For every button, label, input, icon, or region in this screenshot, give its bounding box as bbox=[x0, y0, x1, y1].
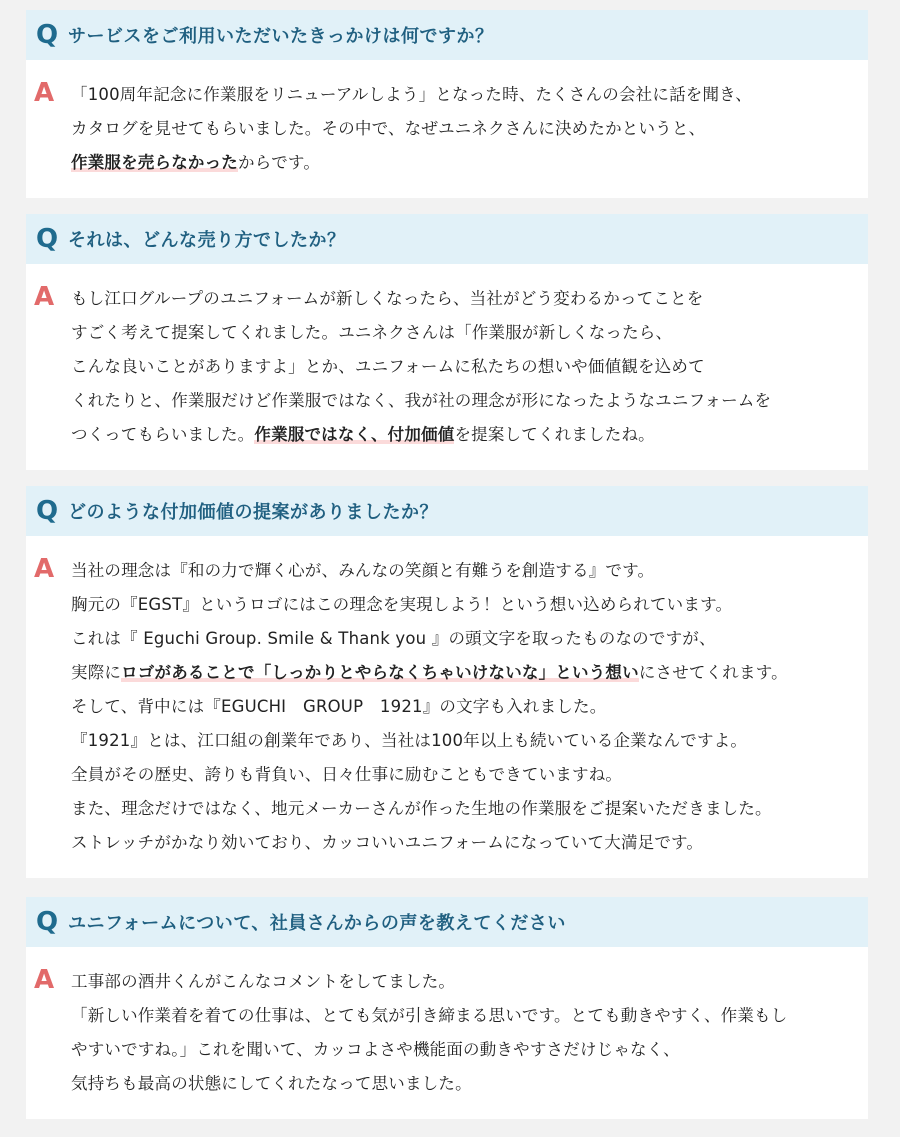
answer-text: 胸元の『EGST』というロゴにはこの理念を実現しよう！という想い込められています。 bbox=[71, 595, 733, 614]
answer-line bbox=[71, 282, 848, 316]
answer-line bbox=[71, 965, 848, 999]
answer-text: 『1921』とは、江口組の創業年であり、当社は100年以上も続いている企業なんですよ。 bbox=[71, 731, 748, 750]
a-mark: A bbox=[34, 554, 55, 584]
answer-line bbox=[71, 1067, 848, 1101]
answer-text: すごく考えて提案してくれました。ユニネクさんは「作業服が新しくなったら、 bbox=[71, 323, 673, 342]
answer-body bbox=[26, 536, 868, 878]
answer-line bbox=[71, 1033, 848, 1067]
qa-block-4 bbox=[26, 897, 868, 1119]
question-header bbox=[26, 214, 868, 264]
answer-line bbox=[71, 724, 848, 758]
answer-line bbox=[71, 826, 848, 860]
answer-line bbox=[71, 792, 848, 826]
answer-text: もし江口グループのユニフォームが新しくなったら、当社がどう変わるかってことを bbox=[71, 289, 704, 308]
qa-block-1 bbox=[26, 10, 868, 198]
answer-highlight: 作業服ではなく、付加価値 bbox=[254, 425, 455, 444]
q-mark: Q bbox=[35, 20, 59, 50]
answer-highlight: 作業服を売らなかった bbox=[71, 153, 238, 172]
answer-line bbox=[71, 112, 848, 146]
answer-text: つくってもらいました。 bbox=[71, 425, 255, 444]
answer-body bbox=[26, 60, 868, 198]
question-text: ユニフォームについて、社員さんからの声を教えてください bbox=[68, 913, 566, 934]
answer-text: 「新しい作業着を着ての仕事は、とても気が引き締まる思いです。とても動きやすく、作業もし bbox=[71, 1006, 788, 1025]
answer-line bbox=[71, 999, 848, 1033]
q-mark: Q bbox=[35, 907, 59, 937]
answer-text: にさせてくれます。 bbox=[638, 663, 788, 682]
answer-text: くれたりと、作業服だけど作業服ではなく、我が社の理念が形になったようなユニフォームを bbox=[71, 391, 772, 410]
answer-line bbox=[71, 758, 848, 792]
answer-body bbox=[26, 947, 868, 1119]
question-header bbox=[26, 10, 868, 60]
answer-body bbox=[26, 264, 868, 470]
question-text: それは、どんな売り方でしたか？ bbox=[68, 230, 346, 251]
answer-text: 気持ちも最高の状態にしてくれたなって思いました。 bbox=[71, 1074, 472, 1093]
answer-text: 全員がその歴史、誇りも背負い、日々仕事に励むこともできていますね。 bbox=[71, 765, 623, 784]
answer-line bbox=[71, 418, 848, 452]
answer-line bbox=[71, 554, 848, 588]
qa-block-2 bbox=[26, 214, 868, 470]
answer-line bbox=[71, 78, 848, 112]
answer-line bbox=[71, 384, 848, 418]
q-mark: Q bbox=[35, 224, 59, 254]
answer-highlight: ロゴがあることで「しっかりとやらなくちゃいけないな」という想い bbox=[121, 663, 639, 682]
answer-line bbox=[71, 690, 848, 724]
a-mark: A bbox=[34, 282, 55, 312]
answer-line bbox=[71, 316, 848, 350]
answer-text: そして、背中には『EGUCHI GROUP 1921』の文字も入れました。 bbox=[71, 697, 607, 716]
answer-text: からです。 bbox=[238, 153, 321, 172]
answer-line bbox=[71, 350, 848, 384]
answer-line bbox=[71, 622, 848, 656]
question-header bbox=[26, 897, 868, 947]
answer-text: 工事部の酒井くんがこんなコメントをしてました。 bbox=[71, 972, 456, 991]
q-mark: Q bbox=[35, 496, 59, 526]
a-mark: A bbox=[34, 965, 55, 995]
answer-text: また、理念だけではなく、地元メーカーさんが作った生地の作業服をご提案いただきました。 bbox=[71, 799, 772, 818]
answer-line bbox=[71, 146, 848, 180]
question-text: どのような付加価値の提案がありましたか？ bbox=[68, 502, 438, 523]
a-mark: A bbox=[34, 78, 55, 108]
question-header bbox=[26, 486, 868, 536]
answer-text: 「100周年記念に作業服をリニューアルしよう」となった時、たくさんの会社に話を聞き、 bbox=[71, 85, 752, 104]
answer-line bbox=[71, 588, 848, 622]
answer-text: を提案してくれましたね。 bbox=[454, 425, 655, 444]
answer-text: ストレッチがかなり効いており、カッコいいユニフォームになっていて大満足です。 bbox=[71, 833, 704, 852]
qa-block-3 bbox=[26, 486, 868, 878]
answer-text: 当社の理念は『和の力で輝く心が、みんなの笑顔と有難うを創造する』です。 bbox=[71, 561, 655, 580]
answer-text: 実際に bbox=[71, 663, 122, 682]
answer-text: こんな良いことがありますよ」とか、ユニフォームに私たちの想いや価値観を込めて bbox=[71, 357, 705, 376]
question-text: サービスをご利用いただいたきっかけは何ですか？ bbox=[68, 26, 494, 47]
answer-line bbox=[71, 656, 848, 690]
answer-text: これは『 Eguchi Group. Smile & Thank you 』の頭文字を取ったものなのですが、 bbox=[71, 629, 716, 648]
answer-text: カタログを見せてもらいました。その中で、なぜユニネクさんに決めたかというと、 bbox=[71, 119, 706, 138]
answer-text: やすいですね。」これを聞いて、カッコよさや機能面の動きやすさだけじゃなく、 bbox=[71, 1040, 680, 1059]
